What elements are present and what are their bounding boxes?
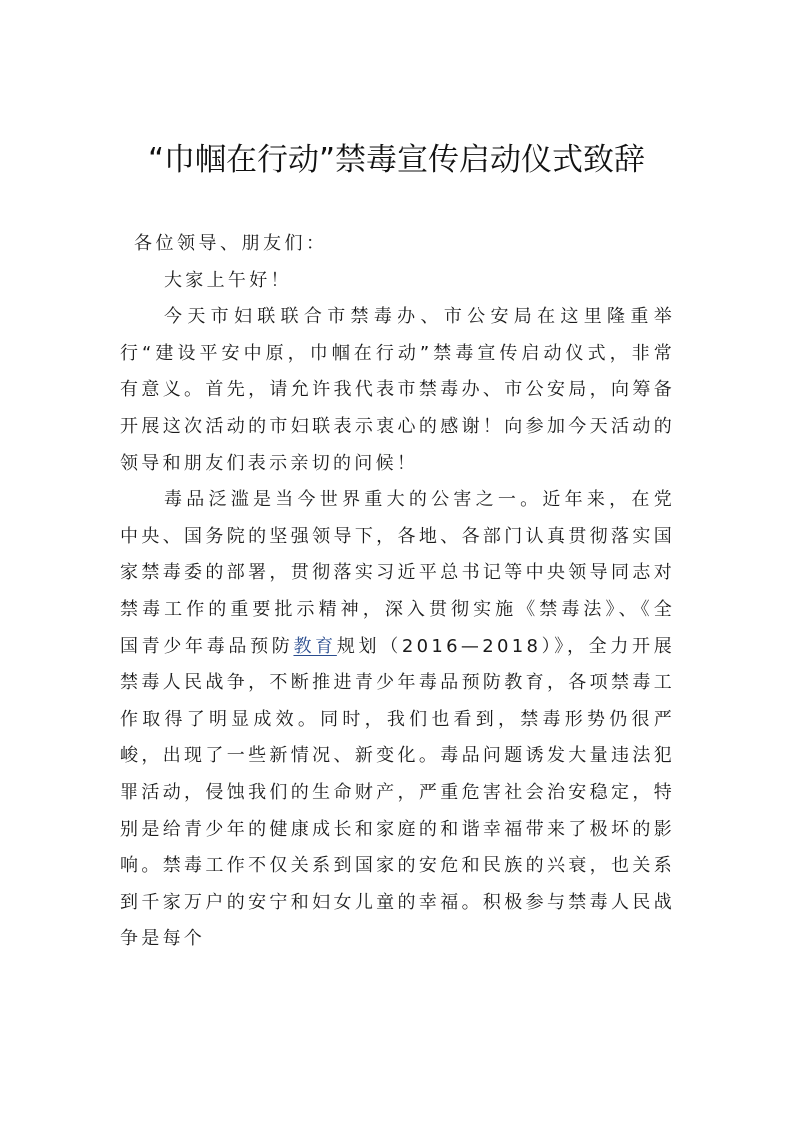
paragraph-2-text-before-link: 毒品泛滥是当今世界重大的公害之一。近年来，在党中央、国务院的坚强领导下，各地、各部门认真贯彻落实国家禁毒委的部署，贯彻落实习近平总书记等中央领导同志对禁毒工作的重要批示精神，深入贯彻实施《禁毒法》、《全国青少年毒品预防 [120,489,675,657]
document-body [120,226,675,958]
paragraph-2-text-after-link: 规划（2016—2018）》，全力开展禁毒人民战争，不断推进青少年毒品预防教育，各项禁毒工作取得了明显成效。同时，我们也看到，禁毒形势仍很严峻，出现了一些新情况、新变化。毒品问题诱发大量违法犯罪活动，侵蚀我们的生命财产，严重危害社会治安稳定，特别是给青少年的健康成长和家庭的和谐幸福带来了极坏的影响。禁毒工作不仅关系到国家的安危和民族的兴衰，也关系到千家万户的安宁和妇女儿童的幸福。积极参与禁毒人民战争是每个 [120,635,675,950]
paragraph-1: 今天市妇联联合市禁毒办、市公安局在这里隆重举行“建设平安中原，巾帼在行动”禁毒宣传启动仪式，非常有意义。首先，请允许我代表市禁毒办、市公安局，向筹备开展这次活动的市妇联表示衷心的感谢！向参加今天活动的领导和朋友们表示亲切的问候！ [120,306,675,474]
greeting: 大家上午好！ [164,269,292,291]
document-title: “巾帼在行动”禁毒宣传启动仪式致辞 [147,142,646,178]
education-link[interactable]: 教育 [293,635,337,657]
paragraph-2 [120,482,675,958]
salutation: 各位领导、朋友们： [134,233,328,254]
